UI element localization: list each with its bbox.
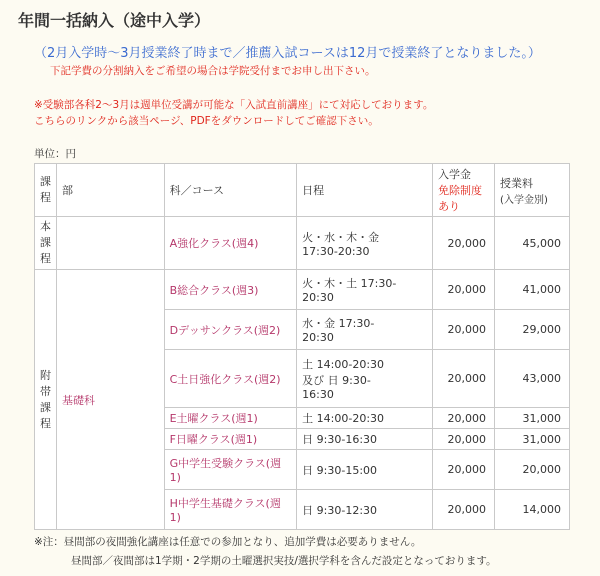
katei-main-cell: 本課程: [35, 217, 57, 270]
tuition-cell: 20,000: [495, 450, 570, 490]
table-row: [35, 217, 570, 270]
schedule-cell: 土 14:00-20:30 及び 日 9:30-16:30: [297, 350, 433, 408]
page-title: 年間一括納入（途中入学）: [18, 11, 211, 30]
tuition-note-label: (入学金別): [500, 194, 548, 206]
katei-sub-cell: 附帯課程: [35, 270, 57, 530]
course-link[interactable]: Dデッサンクラス(週2): [164, 310, 297, 350]
course-link[interactable]: F日曜クラス(週1): [164, 429, 297, 450]
schedule-cell: 日 9:30-12:30: [297, 490, 433, 530]
fee-cell: 20,000: [433, 408, 495, 429]
course-link[interactable]: A強化クラス(週4): [164, 217, 297, 270]
period-notice: （2月入学時〜3月授業終了時まで／推薦入試コースは12月で授業終了となりました。）: [34, 46, 541, 61]
fee-cell: 20,000: [433, 350, 495, 408]
course-link[interactable]: H中学生基礎クラス(週1): [164, 490, 297, 530]
schedule-cell: 日 9:30-16:30: [297, 429, 433, 450]
schedule-cell: 水・金 17:30-20:30: [297, 310, 433, 350]
fee-cell: 20,000: [433, 490, 495, 530]
table-row: [35, 270, 570, 310]
unit-label: 単位：円: [34, 148, 76, 160]
footer-note-1: ※注：昼間部の夜間強化講座は任意での参加となり、追加学費は必要ありません。: [34, 536, 422, 548]
fee-exemption-label: 免除制度あり: [438, 184, 483, 213]
footer-note-2: 昼間部／夜間部は1学期・2学期の土曜選択実技/選択学科を含んだ設定となっております。: [71, 555, 497, 567]
course-link[interactable]: E土曜クラス(週1): [164, 408, 297, 429]
entrance-fee-label: 入学金: [438, 168, 472, 181]
fee-cell: 20,000: [433, 217, 495, 270]
course-link[interactable]: C土日強化クラス(週2): [164, 350, 297, 408]
fee-cell: 20,000: [433, 270, 495, 310]
fee-cell: 20,000: [433, 429, 495, 450]
fee-cell: 20,000: [433, 450, 495, 490]
bu-kiso-cell: 基礎科: [56, 270, 164, 530]
schedule-cell: 火・木・土 17:30-20:30: [297, 270, 433, 310]
tuition-cell: 31,000: [495, 408, 570, 429]
schedule-cell: 土 14:00-20:30: [297, 408, 433, 429]
exam-course-notice: ※受験部各科2〜3月は週単位受講が可能な「入試直前講座」にて対応しております。: [34, 99, 434, 111]
tuition-cell: 31,000: [495, 429, 570, 450]
tuition-cell: 41,000: [495, 270, 570, 310]
schedule-cell: 火・水・木・金 17:30-20:30: [297, 217, 433, 270]
header-entrance-fee: [433, 164, 495, 217]
header-course: 科／コース: [164, 164, 297, 217]
course-link[interactable]: G中学生受験クラス(週1): [164, 450, 297, 490]
installment-notice: 下記学費の分割納入をご希望の場合は学院受付までお申し出下さい。: [50, 65, 376, 77]
fee-cell: 20,000: [433, 310, 495, 350]
header-schedule: 日程: [297, 164, 433, 217]
header-katei: 課程: [35, 164, 57, 217]
tuition-cell: 45,000: [495, 217, 570, 270]
tuition-cell: 43,000: [495, 350, 570, 408]
course-link[interactable]: B総合クラス(週3): [164, 270, 297, 310]
header-bu: 部: [56, 164, 164, 217]
tuition-table: [34, 163, 570, 530]
schedule-cell: 日 9:30-15:00: [297, 450, 433, 490]
tuition-cell: 14,000: [495, 490, 570, 530]
tuition-label: 授業料: [500, 176, 534, 190]
tuition-cell: 29,000: [495, 310, 570, 350]
pdf-link-notice[interactable]: こちらのリンクから該当ページ、PDFをダウンロードしてご確認下さい。: [34, 115, 379, 127]
bu-cell: [56, 217, 164, 270]
header-tuition: [495, 164, 570, 217]
table-header-row: [35, 164, 570, 217]
